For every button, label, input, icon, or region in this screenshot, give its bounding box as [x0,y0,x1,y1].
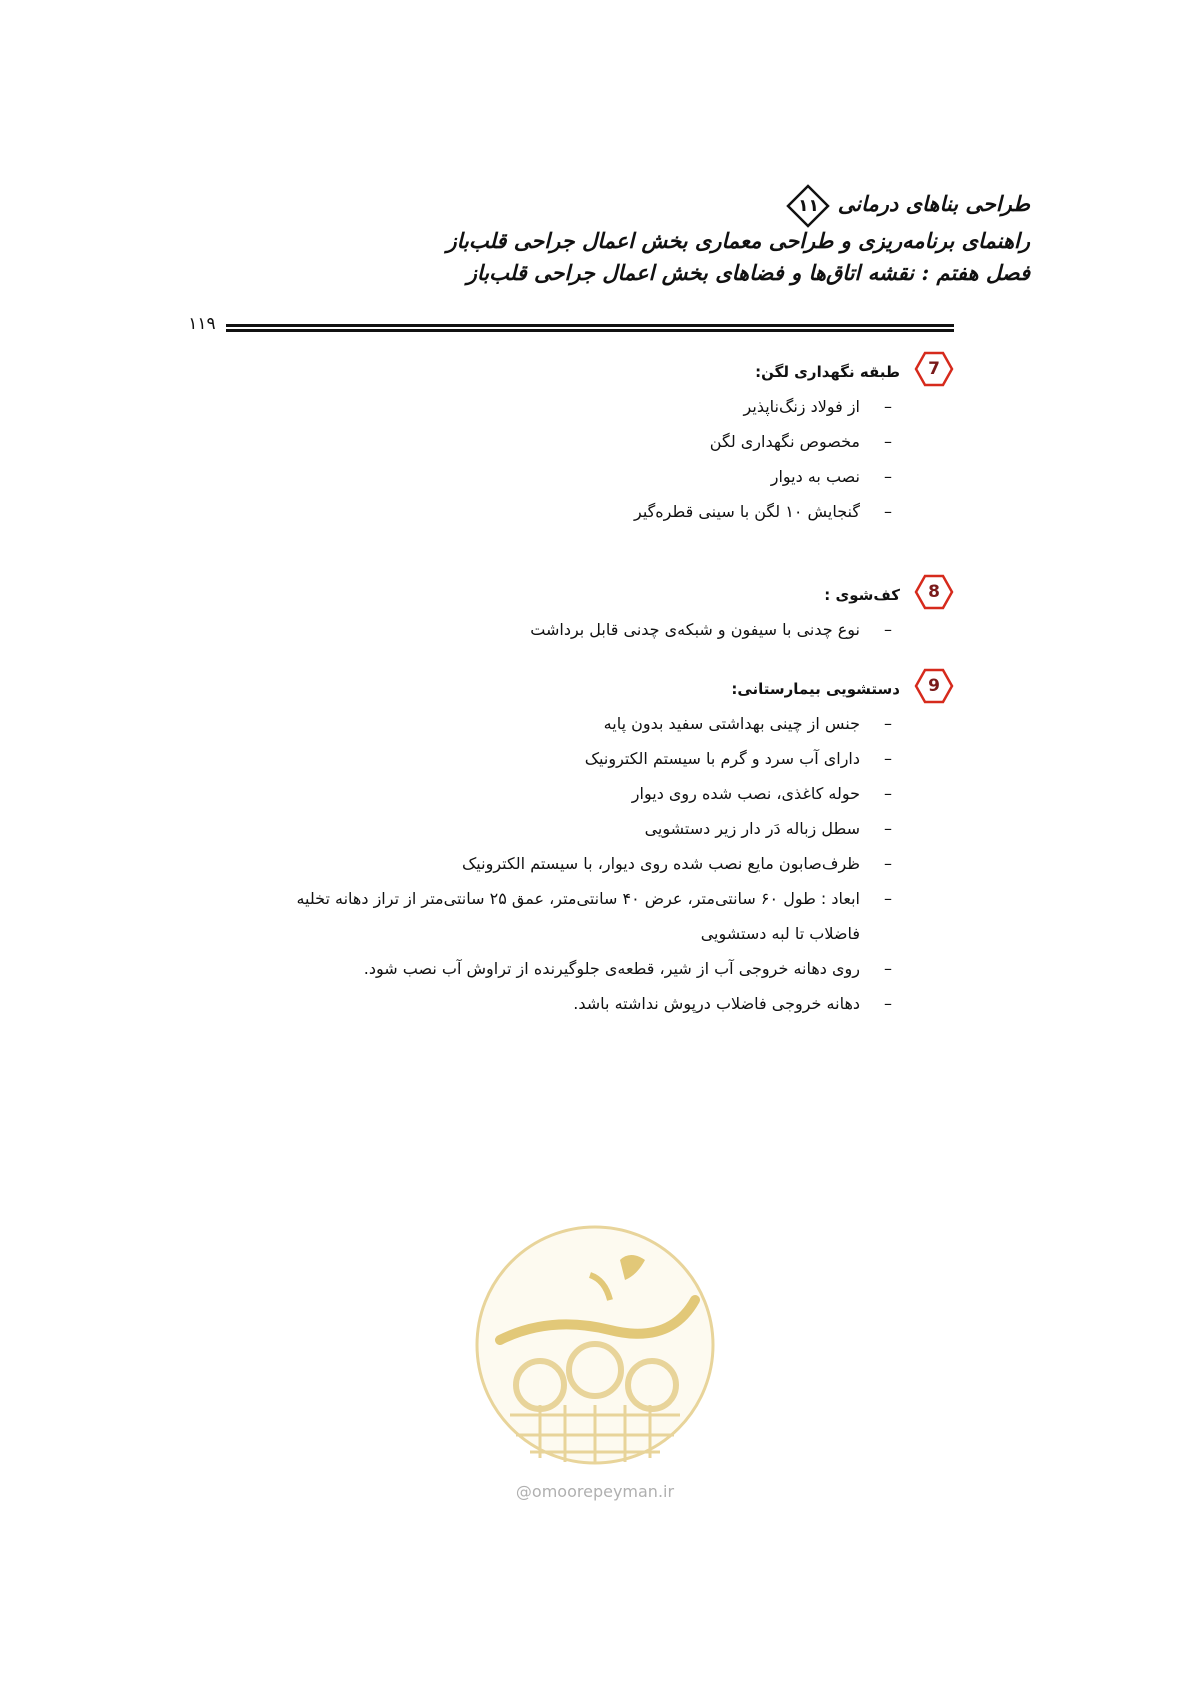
section-title: کف‌شوی : [824,586,900,604]
list-item: – ابعاد : طول ۶۰ سانتی‌متر، عرض ۴۰ سانتی‌متر، عمق ۲۵ سانتی‌متر از تراز دهانه تخلیه فاضلاب تا لبه دستشویی [296,889,892,943]
list-item: – سطل زباله دَر دار زیر دستشویی [644,819,892,838]
section-number: 7 [928,359,940,379]
section-9 [260,672,940,1021]
section-heading [260,672,940,706]
list-item: – ظرف‌صابون مایع نصب شده روی دیوار، با سیستم الکترونیک [461,854,892,873]
chapter-title: فصل هفتم : نقشه اتاق‌ها و فضاهای بخش اعمال جراحی قلب‌باز [466,260,1030,285]
section-title: دستشویی بیمارستانی: [731,680,900,698]
publisher-logo [470,1220,720,1470]
volume-number: ۱۱ [798,195,819,216]
list-item: – روی دهانه خروجی آب از شیر، قطعه‌ی جلوگیرنده از تراوش آب نصب شود. [363,959,892,978]
section-number: 9 [928,676,940,696]
list-item: – از فولاد زنگ‌ناپذیر [743,397,892,416]
section-title: طبقه نگهداری لگن: [755,363,900,381]
section-heading [340,578,940,612]
list-item: – جنس از چینی بهداشتی سفید بدون پایه [603,714,892,733]
page-number: ۱۱۹ [188,314,216,334]
list-item: – نصب به دیوار [770,467,892,486]
running-header [180,183,1030,289]
subtitle: راهنمای برنامه‌ریزی و طراحی معماری بخش اعمال جراحی قلب‌باز [446,228,1030,253]
number-badge [914,574,954,610]
list-item: – دارای آب سرد و گرم با سیستم الکترونیک [584,749,892,768]
list-item: – حوله کاغذی، نصب شده روی دیوار [631,784,892,803]
header-divider [226,324,954,333]
list-item: – دهانه خروجی فاضلاب درپوش نداشته باشد. [573,994,892,1013]
number-badge [914,351,954,387]
list-item: – مخصوص نگهداری لگن [709,432,892,451]
section-7 [340,355,940,529]
logo-caption: @omoorepeyman.ir [515,1482,675,1501]
book-title-line [180,183,1030,225]
section-8 [340,578,940,647]
number-badge [914,668,954,704]
list-item: – گنجایش ۱۰ لگن با سینی قطره‌گیر [634,502,892,521]
section-heading [340,355,940,389]
section-number: 8 [928,582,940,602]
list-item: – نوع چدنی با سیفون و شبکه‌ی چدنی قابل برداشت [530,620,892,639]
volume-badge [786,184,830,228]
book-title: طراحی بناهای درمانی [837,191,1030,216]
